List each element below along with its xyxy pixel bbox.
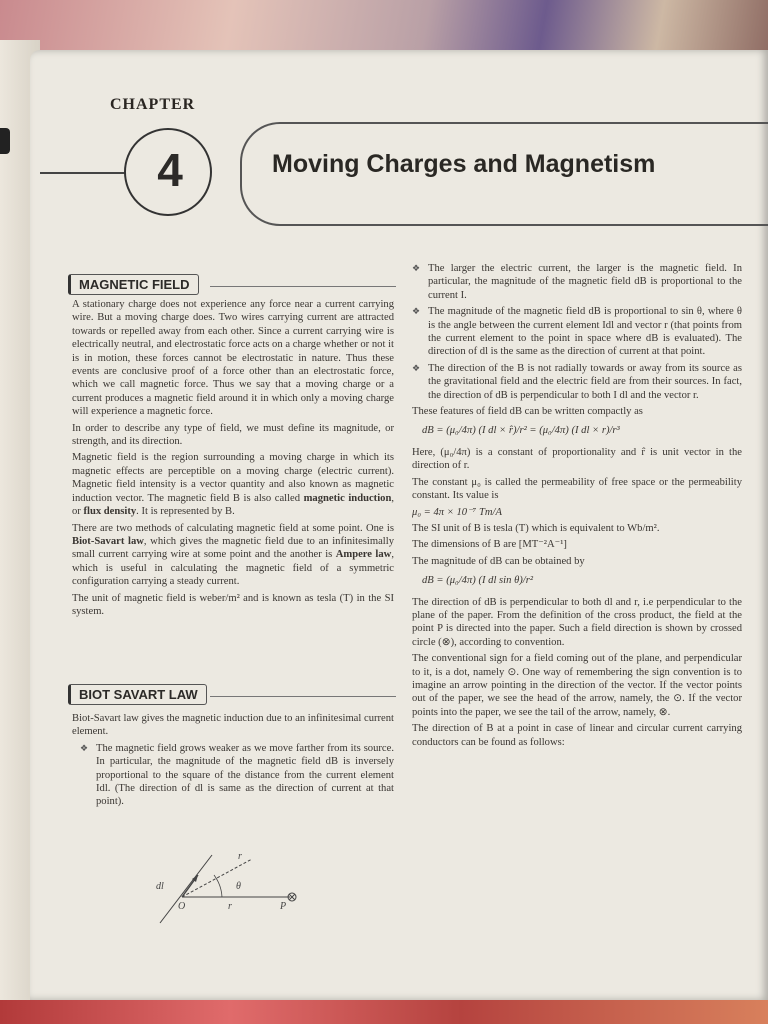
label-r: r (228, 901, 232, 912)
chapter-rule (40, 172, 126, 174)
theta-arc (214, 875, 222, 897)
paragraph: The direction of dB is perpendicular to both dl and r, i.e perpendicular to the plane of the paper. From the definition of the cross product, the field at the point P is directed into the paper. Such a field direction is shown by crossed circle (⊗), according to convention. (412, 596, 742, 648)
right-column-text (412, 262, 742, 752)
paragraph: The constant μ₀ is called the permeability of free space or the permeability constant. Its value is (412, 476, 742, 502)
page-tab-marker (0, 128, 10, 154)
section-rule (210, 696, 396, 697)
section-rule (210, 286, 396, 287)
paragraph: The magnitude of dB can be obtained by (412, 555, 585, 567)
bullet-item: ❖ The magnetic field grows weaker as we move farther from its source. In particular, the magnitude of the magnetic field dB is inversely proportional to the square of the distance from the current element Idl. (The direction of dl is same as the direction of current at that point). (80, 742, 394, 809)
chapter-label: CHAPTER (110, 96, 196, 113)
magnetic-field-text (72, 298, 394, 621)
biot-savart-text (72, 712, 394, 812)
chapter-number: 4 (157, 144, 183, 196)
bullet-item: ❖ The larger the electric current, the larger is the magnetic field. In particular, the magnitude of the magnetic field dB is proportional to the current I. (412, 262, 742, 302)
label-point: P (280, 901, 287, 912)
paragraph: The conventional sign for a field coming out of the plane, and perpendicular to it, is a dot, namely ⊙. One way of remembering the sign convention is to imagine an arrow pointing in the direction of the vector. If the vector points out of the paper, we see the head of the arrow, namely, the ⊙. If the vector points into the paper, we see the tail of the arrow, namely, ⊗. (412, 653, 742, 718)
label-upper: r (238, 851, 242, 862)
paragraph: A stationary charge does not experience any force near a current carrying wire. But a moving charge does. Two wires carrying current are attracted towards or repelled away from each other. Since a current carrying wire is electrically neutral, and electrostatic force acts on a charge whether or not it is in motion, these forces cannot be electrostatic in nature. Thus these events are conclusive proof of a force other than an electrostatic force, which we call magnetic force. Thus we say that a moving charge or a current produces a magnetic field around it in which only a moving charge will experience a magnetic force. (72, 299, 394, 418)
paragraph: The dimensions of B are [MT⁻²A⁻¹] (412, 539, 567, 551)
chapter-title: Moving Charges and Magnetism (272, 150, 656, 178)
paragraph: The unit of magnetic field is weber/m² and is known as tesla (T) in the SI system. (72, 592, 394, 617)
label-origin: O (178, 901, 186, 912)
biot-savart-diagram (152, 845, 312, 929)
dashed-line (182, 859, 252, 897)
paragraph: Biot-Savart law gives the magnetic induction due to an infinitesimal current element. (72, 713, 394, 738)
paragraph: Here, (μ₀/4π) is a constant of proportionality and r̂ is unit vector in the direction of r. (412, 446, 742, 472)
label-dl: dl (156, 881, 164, 892)
section-heading-magnetic-field: MAGNETIC FIELD (68, 274, 199, 295)
label-theta: θ (236, 881, 241, 892)
paragraph: There are two methods of calculating magnetic field at some point. One is Biot-Savart law, which gives the magnetic field due to an infinitesimally small current carrying wire at some point and the another is Ampere law, which is useful in calculating the magnetic field of a symmetric configuration carrying a steady current. (72, 522, 394, 588)
paragraph: The SI unit of B is tesla (T) which is equivalent to Wb/m². (412, 522, 660, 534)
bullet-item: ❖ The magnitude of the magnetic field dB is proportional to sin θ, where θ is the angle between the current element Idl and vector r (that points from the current element to the point in space where dB is evaluated). The direction of dl is the same as the direction of current at that point. (412, 305, 742, 359)
section-heading-biot-savart: BIOT SAVART LAW (68, 684, 207, 705)
equation: dB = (μ₀/4π) (I dl × r̂)/r² = (μ₀/4π) (I dl × r)/r³ (422, 425, 620, 437)
paragraph: These features of field dB can be written compactly as (412, 406, 643, 418)
current-element-line (160, 855, 212, 923)
paragraph: In order to describe any type of field, we must define its magnitude, or strength, and its direction. (72, 422, 394, 448)
equation: μ₀ = 4π × 10⁻⁷ Tm/A (412, 506, 502, 518)
equation: dB = (μ₀/4π) (I dl sin θ)/r² (422, 575, 534, 587)
paragraph: Magnetic field is the region surrounding a moving charge in which its magnetic effects are perceptible on a moving charge (electric current). Magnetic field intensity is a vector quantity and also known as magnetic induction vector. The magnetic field B is also called magnetic induction, or flux density. It is represented by B. (72, 452, 394, 518)
paragraph: The direction of B at a point in case of linear and circular current carrying conductors can be found as follows: (412, 723, 742, 748)
bullet-item: ❖ The direction of the B is not radially towards or away from its source as the gravitational field and the electric field are from their sources. In fact, the direction of dB is perpendicular to both I dl and the vector r. (412, 362, 742, 402)
